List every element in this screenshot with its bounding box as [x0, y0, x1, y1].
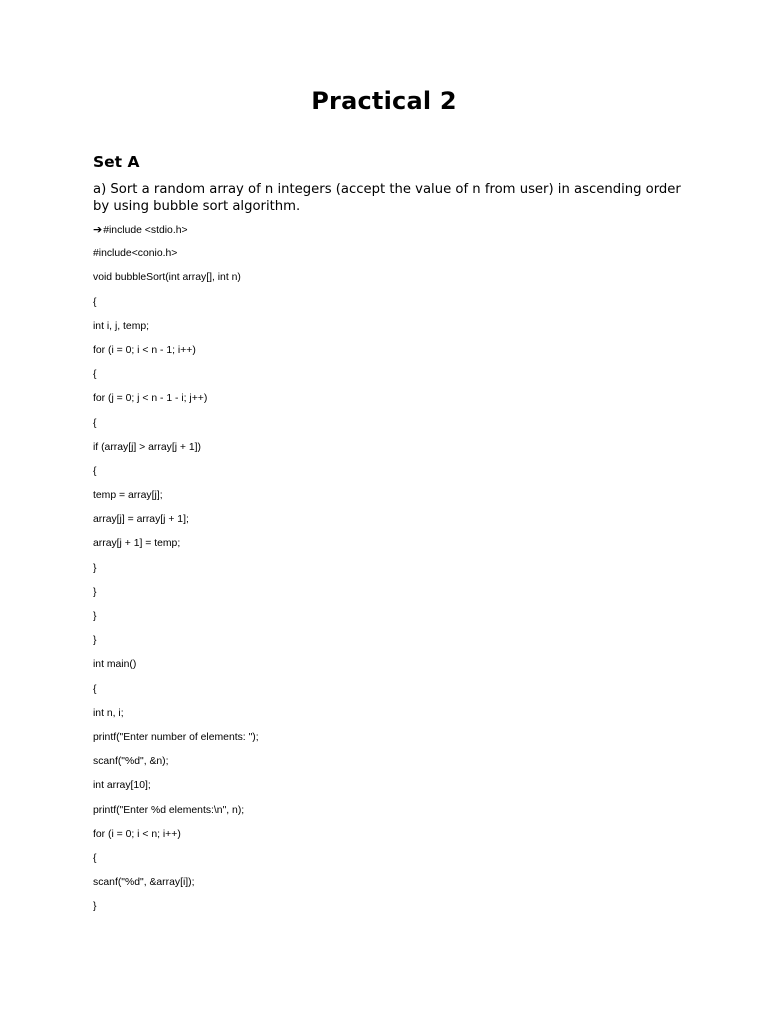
code-line-text: array[j + 1] = temp;: [93, 538, 181, 550]
code-line: [93, 511, 259, 535]
code-line-text: int i, j, temp;: [93, 320, 150, 332]
code-line-text: }: [93, 901, 97, 913]
code-line: [93, 269, 259, 293]
code-line: [93, 221, 259, 245]
code-line-text: }: [93, 586, 97, 598]
code-line: [93, 898, 259, 922]
code-line: [93, 318, 259, 342]
page-title: Practical 2: [311, 87, 457, 115]
code-line: [93, 802, 259, 826]
code-line-text: scanf("%d", &n);: [93, 756, 169, 768]
code-line-text: #include<conio.h>: [93, 248, 178, 260]
code-line: [93, 487, 259, 511]
code-line-text: #include <stdio.h>: [103, 225, 188, 236]
code-line: [93, 705, 259, 729]
code-line-text: }: [93, 611, 97, 622]
code-line-text: int array[10];: [93, 780, 151, 792]
code-line: [93, 584, 259, 608]
code-line: [93, 245, 259, 269]
code-line-text: temp = array[j];: [93, 490, 163, 502]
code-line-text: scanf("%d", &array[i]);: [93, 877, 195, 889]
code-line-text: printf("Enter number of elements: ");: [93, 731, 259, 743]
code-line-text: {: [93, 852, 97, 864]
code-line-text: {: [93, 296, 97, 308]
code-line: [93, 656, 259, 680]
code-line: [93, 294, 259, 318]
code-line-text: {: [93, 369, 97, 381]
code-line: [93, 874, 259, 898]
code-line: [93, 463, 259, 487]
code-line: [93, 850, 259, 874]
code-line-text: {: [93, 465, 97, 477]
code-line-text: array[j] = array[j + 1];: [93, 514, 189, 526]
section-heading: Set A: [93, 153, 140, 171]
code-line: [93, 632, 259, 656]
code-line-text: void bubbleSort(int array[], int n): [93, 272, 241, 284]
code-line: [93, 608, 259, 632]
code-line-text: {: [93, 417, 97, 429]
code-line-text: if (array[j] > array[j + 1]): [93, 441, 201, 453]
code-line-text: for (j = 0; j < n - 1 - i; j++): [93, 393, 208, 405]
code-line: [93, 415, 259, 439]
arrow-right-icon: ➔: [93, 223, 103, 236]
code-line: [93, 439, 259, 463]
code-line-text: printf("Enter %d elements:\n", n);: [93, 804, 245, 816]
code-line: [93, 390, 259, 414]
code-line-text: for (i = 0; i < n - 1; i++): [93, 344, 196, 356]
code-line-text: {: [93, 683, 97, 695]
code-line: [93, 777, 259, 801]
code-line-text: for (i = 0; i < n; i++): [93, 828, 181, 840]
code-line: [93, 535, 259, 559]
code-line: [93, 366, 259, 390]
code-line: [93, 342, 259, 366]
code-line: [93, 729, 259, 753]
code-line-text: int main(): [93, 659, 137, 671]
code-line: [93, 681, 259, 705]
code-line-text: int n, i;: [93, 707, 124, 719]
code-line: [93, 826, 259, 850]
code-line: [93, 753, 259, 777]
code-line-text: }: [93, 562, 97, 574]
code-block: [93, 221, 259, 922]
code-line-text: }: [93, 635, 97, 647]
question-text: a) Sort a random array of n integers (accept the value of n from user) in ascending order by using bubble sort algorithm.: [93, 182, 681, 214]
code-line: [93, 560, 259, 584]
